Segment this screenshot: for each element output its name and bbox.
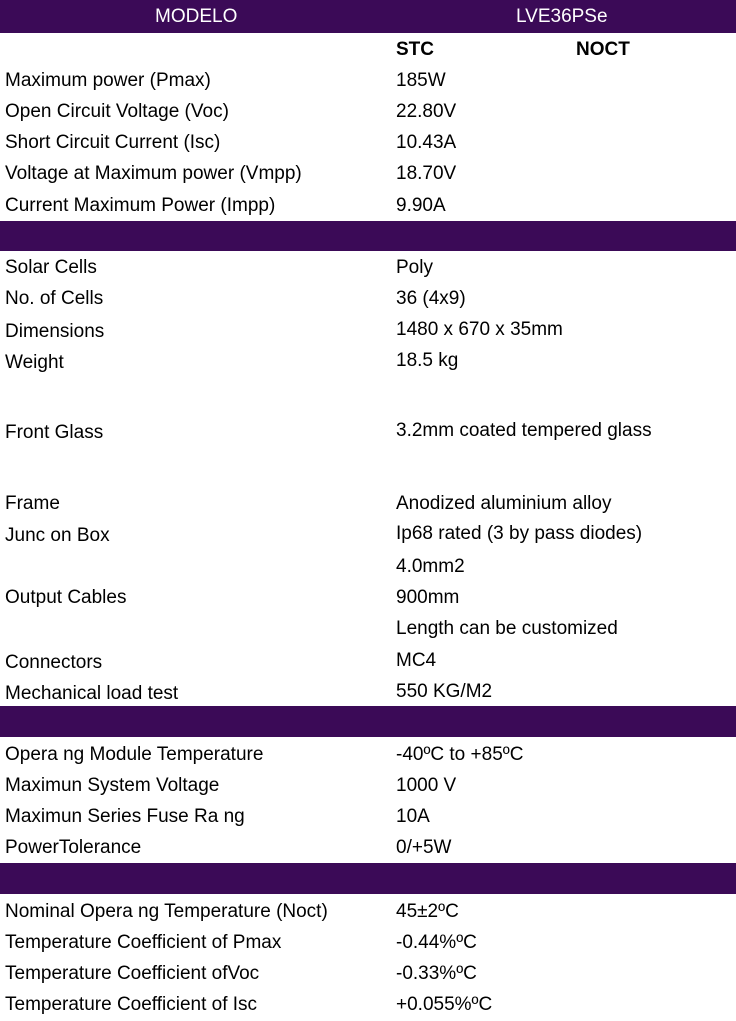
spec-value: 9.90A bbox=[396, 195, 446, 216]
section-divider bbox=[0, 706, 736, 737]
spec-row-vmpp bbox=[0, 158, 736, 189]
spec-value: 22.80V bbox=[396, 101, 457, 122]
model-label: MODELO bbox=[155, 6, 238, 27]
spec-row-cable-section bbox=[0, 551, 736, 582]
spec-row-coef-pmax bbox=[0, 927, 736, 958]
spec-value: 185W bbox=[396, 70, 446, 91]
spec-label: Output Cables bbox=[5, 587, 127, 608]
spec-label: Temperature Coefficient of Pmax bbox=[5, 932, 282, 953]
spec-label: Temperature Coefficient of Isc bbox=[5, 994, 258, 1015]
spec-row-power-tolerance bbox=[0, 832, 736, 863]
spec-row-coef-voc bbox=[0, 958, 736, 989]
spec-value: MC4 bbox=[396, 650, 437, 671]
spec-row-system-voltage bbox=[0, 770, 736, 801]
spec-value: -0.44%ºC bbox=[396, 932, 477, 953]
spec-label: Weight bbox=[5, 352, 64, 373]
spec-value: 1000 V bbox=[396, 775, 457, 796]
spec-value: Poly bbox=[396, 257, 433, 278]
spec-label: Connectors bbox=[5, 652, 103, 673]
spec-value: 45±2ºC bbox=[396, 901, 459, 922]
spec-value: 18.5 kg bbox=[396, 350, 459, 371]
spec-value: 18.70V bbox=[396, 163, 457, 184]
spec-label: Front Glass bbox=[5, 422, 104, 443]
spec-label: Dimensions bbox=[5, 321, 105, 342]
spec-row-impp bbox=[0, 190, 736, 221]
spec-row-operating-temperature bbox=[0, 739, 736, 770]
spec-row-voc bbox=[0, 96, 736, 127]
model-value: LVE36PSe bbox=[516, 6, 608, 27]
spec-value: +0.055%ºC bbox=[396, 994, 493, 1015]
spec-row-front-glass bbox=[0, 417, 736, 448]
spec-label: Mechanical load test bbox=[5, 683, 179, 704]
spec-value: 550 KG/M2 bbox=[396, 681, 493, 702]
spec-label: Temperature Coefficient ofVoc bbox=[5, 963, 260, 984]
spec-row-dimensions bbox=[0, 314, 736, 345]
spec-row-noct bbox=[0, 896, 736, 927]
spec-label: Junc on Box bbox=[5, 525, 110, 546]
spec-value: 4.0mm2 bbox=[396, 556, 465, 577]
spec-label: Nominal Opera ng Temperature (Noct) bbox=[5, 901, 328, 922]
noct-heading: NOCT bbox=[576, 39, 630, 60]
header-band bbox=[0, 0, 736, 33]
spec-label: Maximun System Voltage bbox=[5, 775, 220, 796]
spec-value: 36 (4x9) bbox=[396, 288, 466, 309]
spec-row-cable-note bbox=[0, 613, 736, 644]
conditions-row bbox=[0, 34, 736, 65]
spec-label: Maximum power (Pmax) bbox=[5, 70, 211, 91]
spec-row-frame bbox=[0, 488, 736, 519]
spec-value: -0.33%ºC bbox=[396, 963, 477, 984]
spec-label: Opera ng Module Temperature bbox=[5, 744, 264, 765]
spec-value: 0/+5W bbox=[396, 837, 452, 858]
spec-value: 900mm bbox=[396, 587, 460, 608]
spec-label: Frame bbox=[5, 493, 60, 514]
spec-value: 3.2mm coated tempered glass bbox=[396, 420, 652, 441]
stc-heading: STC bbox=[396, 39, 434, 60]
spec-value: 1480 x 670 x 35mm bbox=[396, 319, 563, 340]
spec-label: Open Circuit Voltage (Voc) bbox=[5, 101, 229, 122]
spec-value: Length can be customized bbox=[396, 618, 618, 639]
spec-row-coef-isc bbox=[0, 989, 736, 1020]
spec-row-isc bbox=[0, 127, 736, 158]
section-divider bbox=[0, 221, 736, 251]
spec-row-connectors bbox=[0, 645, 736, 676]
spec-row-pmax bbox=[0, 65, 736, 96]
spec-row-fuse-rating bbox=[0, 801, 736, 832]
spec-row-output-cables bbox=[0, 582, 736, 613]
spec-value: Anodized aluminium alloy bbox=[396, 493, 612, 514]
spec-row-junction-box bbox=[0, 520, 736, 551]
spec-value: -40ºC to +85ºC bbox=[396, 744, 524, 765]
spec-row-weight bbox=[0, 345, 736, 376]
spec-label: No. of Cells bbox=[5, 288, 104, 309]
spec-label: Short Circuit Current (Isc) bbox=[5, 132, 221, 153]
spec-label: Solar Cells bbox=[5, 257, 97, 278]
spec-value: Ip68 rated (3 by pass diodes) bbox=[396, 523, 643, 544]
spec-row-load-test bbox=[0, 676, 736, 707]
spec-row-cells bbox=[0, 283, 736, 314]
spec-label: PowerTolerance bbox=[5, 837, 142, 858]
spec-label: Maximun Series Fuse Ra ng bbox=[5, 806, 245, 827]
section-divider bbox=[0, 863, 736, 894]
spec-label: Voltage at Maximum power (Vmpp) bbox=[5, 163, 302, 184]
spec-value: 10.43A bbox=[396, 132, 457, 153]
spec-label: Current Maximum Power (Impp) bbox=[5, 195, 276, 216]
spec-value: 10A bbox=[396, 806, 430, 827]
spec-row-solar-cells bbox=[0, 252, 736, 283]
